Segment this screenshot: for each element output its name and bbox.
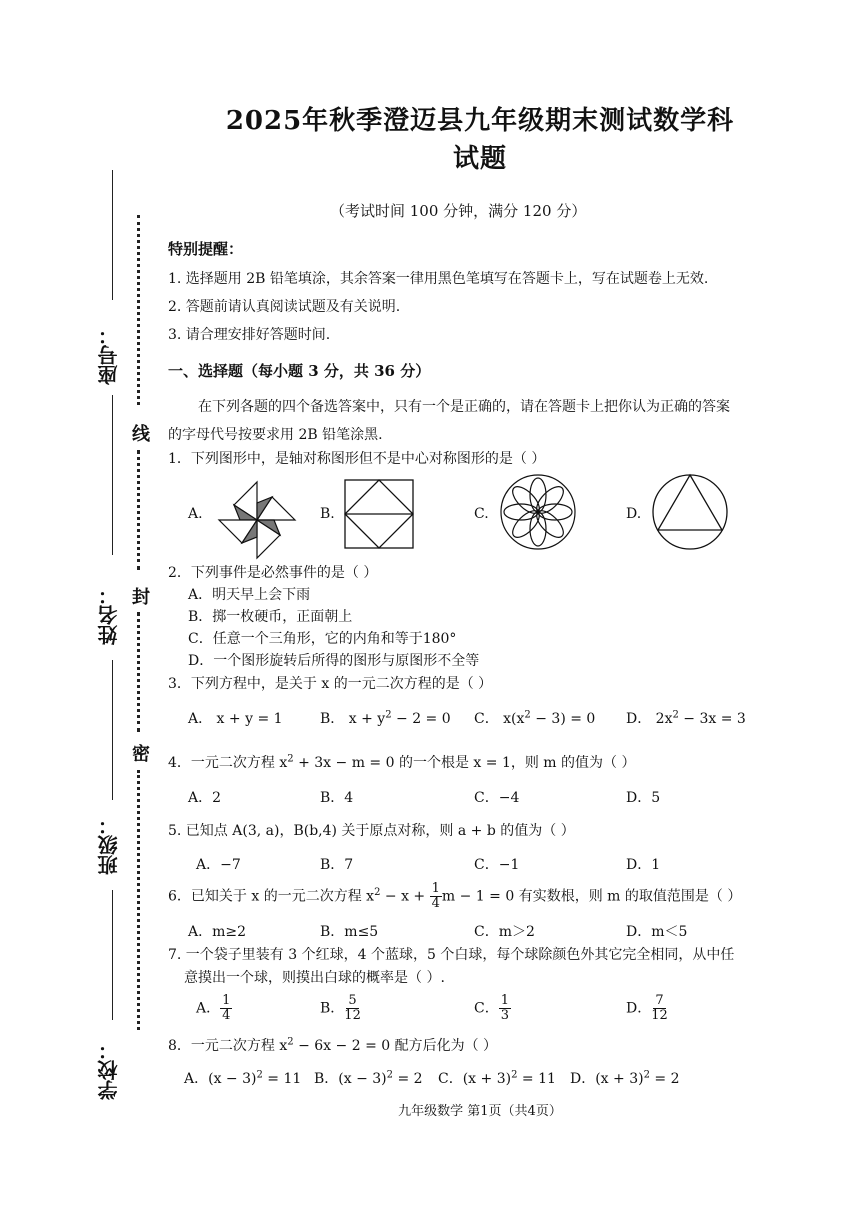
school-label: 学校： <box>97 1040 121 1100</box>
notice-item: 2. 答题前请认真阅读试题及有关说明. <box>168 299 401 315</box>
q6-option-c: C．m＞2 <box>474 924 535 940</box>
q1-option-b-label: B. <box>320 506 335 522</box>
q5-option-d: D．1 <box>626 857 661 873</box>
section-heading: 一、选择题（每小题 3 分，共 36 分） <box>168 362 431 380</box>
seal-dots-2 <box>137 450 140 570</box>
q8-option-a: A．$(x - 3)^2 = 11$ <box>184 1069 302 1087</box>
q6-option-a: A．m≥2 <box>188 924 247 940</box>
flower-circle-figure <box>498 472 578 552</box>
q7-option-a: A． $\frac{1}{4}$ <box>196 993 231 1023</box>
side-rule-name-class <box>112 660 113 800</box>
pinwheel-figure <box>214 477 300 563</box>
q7-option-d: D． $\frac{7}{12}$ <box>626 993 668 1023</box>
q3-option-b: B． $x + y^2 - 2 = 0$ <box>320 709 451 727</box>
q2-option-c: C．任意一个三角形，它的内角和等于180° <box>188 631 457 647</box>
section-instruction: 在下列各题的四个备选答案中，只有一个是正确的，请在答题卡上把你认为正确的答案 <box>198 399 730 415</box>
q1-option-c-label: C. <box>474 506 489 522</box>
q6-stem: 6．已知关于 x 的一元二次方程 $x^2 - x$ + $\frac{1}{4}$ m − 1 = 0 有实数根，则 m 的取值范围是（ ） <box>168 881 742 911</box>
seal-dots-3 <box>137 612 140 732</box>
seal-feng: 封 <box>132 587 150 608</box>
exam-info: （考试时间 100 分钟，满分 120 分） <box>330 202 587 220</box>
page-footer: 九年级数学 第1页（共4页） <box>398 1104 562 1119</box>
q7-option-c: C． $\frac{1}{3}$ <box>474 993 509 1023</box>
q2-option-a: A．明天早上会下雨 <box>188 587 311 603</box>
name-label: 姓名： <box>97 585 121 645</box>
side-rule-class-school <box>112 890 113 1020</box>
q8-stem: 8．一元二次方程 $x^2 - 6x - 2 = 0$ 配方后化为（ ） <box>168 1036 498 1054</box>
q7-stem: 7. 一个袋子里装有 3 个红球，4 个蓝球，5 个白球，每个球除颜色外其它完全相同，从中任 <box>168 947 735 963</box>
q8-option-d: D．$(x + 3)^2 = 2$ <box>570 1069 680 1087</box>
side-rule-top <box>112 170 113 300</box>
q1-option-a-label: A. <box>188 506 203 522</box>
q1-option-d-label: D. <box>626 506 642 522</box>
q3-option-d: D． $2x^2 - 3x = 3$ <box>626 709 746 727</box>
q4-stem: 4．一元二次方程 $x^2 + 3x - m = 0$ 的一个根是 x = 1，则 m 的值为（ ） <box>168 753 636 771</box>
side-rule-seat-name <box>112 395 113 555</box>
triangle-in-circle-figure <box>650 472 730 552</box>
seal-xian: 线 <box>132 424 150 445</box>
q1-stem: 1．下列图形中，是轴对称图形但不是中心对称图形的是（ ） <box>168 451 546 467</box>
seal-dots-4 <box>137 770 140 1030</box>
q2-option-d: D．一个图形旋转后所得的图形与原图形不全等 <box>188 653 480 669</box>
q6-option-d: D．m＜5 <box>626 924 688 940</box>
seat-label: 座号： <box>97 325 121 385</box>
square-diamond-figure <box>343 478 415 550</box>
section-instruction-2: 的字母代号按要求用 2B 铅笔涂黑. <box>168 427 383 443</box>
q4-option-d: D．5 <box>626 790 661 806</box>
q4-option-a: A．2 <box>188 790 222 806</box>
q5-stem: 5. 已知点 A(3, a)，B(b,4) 关于原点对称，则 a + b 的值为（ ） <box>168 823 575 839</box>
seal-mi: 密 <box>132 744 150 765</box>
page-title: 2025年秋季澄迈县九年级期末测试数学科 <box>225 106 735 136</box>
q4-option-c: C．−4 <box>474 790 520 806</box>
q5-option-a: A．−7 <box>196 857 241 873</box>
q3-option-c: C． $x(x^2 - 3) = 0$ <box>474 709 596 727</box>
q5-option-b: B．7 <box>320 857 354 873</box>
q8-option-b: B．$(x - 3)^2 = 2$ <box>314 1069 423 1087</box>
q7-option-b: B． $\frac{5}{12}$ <box>320 993 361 1023</box>
page-title-line2: 试题 <box>452 144 507 174</box>
q3-option-a: A． x + y = 1 <box>188 711 283 727</box>
q8-option-c: C．$(x + 3)^2 = 11$ <box>438 1069 556 1087</box>
class-label: 班级： <box>97 815 121 875</box>
q5-option-c: C．−1 <box>474 857 520 873</box>
q4-option-b: B．4 <box>320 790 354 806</box>
q7-stem-2: 意摸出一个球，则摸出白球的概率是（ ）. <box>184 970 445 986</box>
q2-option-b: B．掷一枚硬币，正面朝上 <box>188 609 353 625</box>
q2-stem: 2．下列事件是必然事件的是（ ） <box>168 565 378 581</box>
q3-stem: 3．下列方程中，是关于 x 的一元二次方程的是（ ） <box>168 676 493 692</box>
notice-item: 1. 选择题用 2B 铅笔填涂，其余答案一律用黑色笔填写在答题卡上，写在试题卷上无效. <box>168 271 709 287</box>
q6-option-b: B．m≤5 <box>320 924 379 940</box>
q6-fraction: $\frac{1}{4}$ <box>431 881 440 911</box>
notice-heading: 特别提醒： <box>168 240 244 258</box>
notice-item: 3. 请合理安排好答题时间. <box>168 327 331 343</box>
seal-dots-1 <box>137 215 140 405</box>
